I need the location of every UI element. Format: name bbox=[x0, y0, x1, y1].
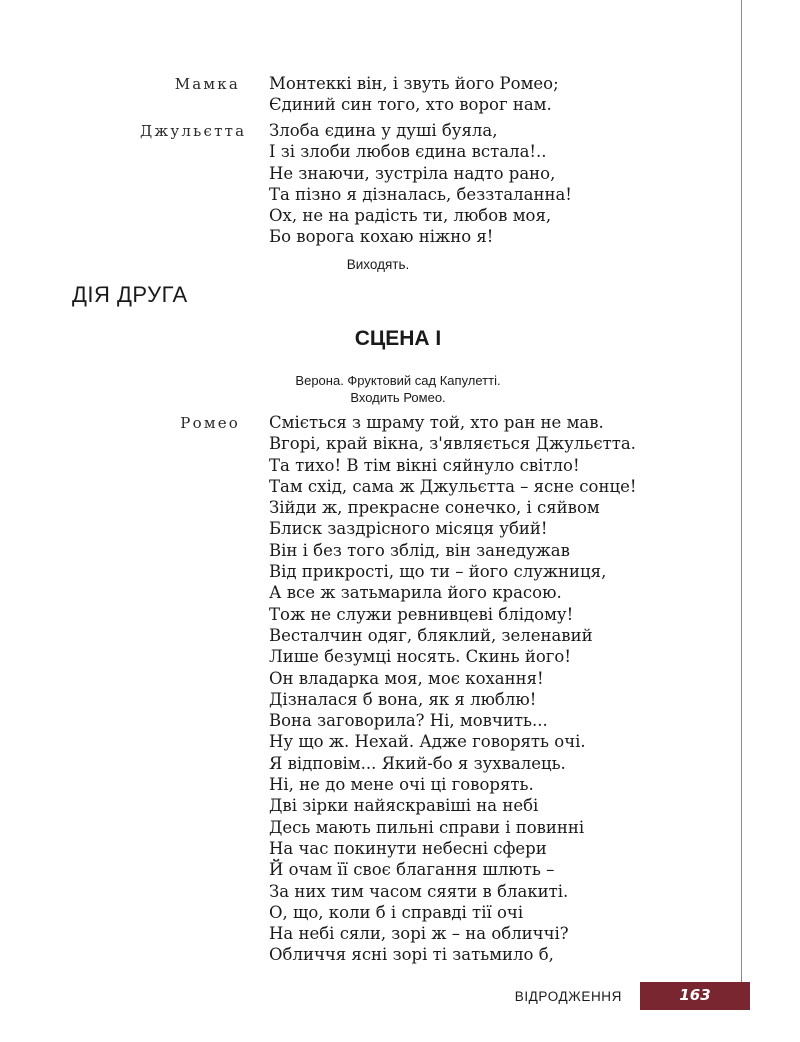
stage-direction-scene bbox=[0, 372, 741, 406]
verse-line: На час покинути небесні сфери bbox=[269, 838, 547, 858]
verse-line: Єдиний син того, хто ворог нам. bbox=[269, 95, 552, 115]
verse-line: Ох, не на радість ти, любов моя, bbox=[269, 206, 552, 226]
verse-line: Та пізно я дізналась, беззталанна! bbox=[269, 184, 572, 204]
verse-line: Он владарка моя, моє кохання! bbox=[269, 668, 544, 688]
verse-line: Від прикрості, що ти – його служниця, bbox=[269, 562, 607, 582]
verse-line: Й очам її своє благання шлють – bbox=[269, 860, 555, 880]
verse-line: Вона заговорила? Ні, мовчить... bbox=[269, 711, 548, 731]
verse-line: Не знаючи, зустріла надто рано, bbox=[269, 163, 556, 183]
page-number-tab bbox=[640, 982, 750, 1010]
verse-line: Зійди ж, прекрасне сонечко, і сяйвом bbox=[269, 498, 600, 518]
book-section-label: ВІДРОДЖЕННЯ bbox=[514, 989, 622, 1004]
verse-line: Сміється з шраму той, хто ран не мав. bbox=[269, 413, 604, 432]
speech-lines bbox=[269, 412, 637, 966]
verse-line: Там схід, сама ж Джульєтта – ясне сонце! bbox=[269, 476, 637, 496]
verse-line: Тож не служи ревнивцеві блідому! bbox=[269, 604, 574, 624]
speech-lines bbox=[269, 73, 559, 116]
verse-line: Дізналася б вона, як я люблю! bbox=[269, 689, 537, 709]
verse-line: І зі злоби любов єдина встала!.. bbox=[269, 142, 547, 162]
speaker-name: Ромео bbox=[180, 414, 240, 432]
page-edge-line bbox=[741, 0, 742, 1010]
stage-direction-line: Входить Ромео. bbox=[350, 390, 446, 405]
page-number: 163 bbox=[679, 986, 711, 1004]
verse-line: Ну що ж. Нехай. Адже говорять очі. bbox=[269, 732, 586, 752]
verse-line: Вгорі, край вікна, з'являється Джульєтта. bbox=[269, 434, 636, 454]
verse-line: А все ж затьмарила його красою. bbox=[269, 583, 562, 603]
verse-line: Монтеккі він, і звуть його Ромео; bbox=[269, 74, 559, 93]
verse-line: Злоба єдина у душі буяла, bbox=[269, 121, 498, 140]
verse-line: Я відповім... Який-бо я зухвалець. bbox=[269, 753, 566, 773]
verse-line: Та тихо! В тім вікні сяйнуло світло! bbox=[269, 455, 580, 475]
stage-direction-exit: Виходять. bbox=[346, 257, 410, 272]
verse-line: На небі сяли, зорі ж – на обличчі? bbox=[269, 924, 569, 944]
verse-line: За них тим часом сяяти в блакиті. bbox=[269, 881, 569, 901]
verse-line: Весталчин одяг, бляклий, зеленавий bbox=[269, 625, 593, 645]
verse-line: Обличчя ясні зорі ті затьмило б, bbox=[269, 945, 554, 965]
speaker-name: Джульєтта bbox=[140, 122, 247, 140]
stage-direction-line: Верона. Фруктовий сад Капулетті. bbox=[295, 373, 501, 388]
verse-line: Бо ворога кохаю ніжно я! bbox=[269, 227, 494, 247]
verse-line: Дві зірки найяскравіші на небі bbox=[269, 796, 539, 816]
verse-line: Блиск заздрісного місяця убий! bbox=[269, 519, 548, 539]
verse-line: Десь мають пильні справи і повинні bbox=[269, 817, 585, 837]
scene-title: СЦЕНА І bbox=[354, 327, 442, 350]
verse-line: Ні, не до мене очі ці говорять. bbox=[269, 775, 534, 795]
act-title: ДІЯ ДРУГА bbox=[72, 282, 188, 307]
verse-line: Він і без того зблід, він занедужав bbox=[269, 540, 570, 560]
verse-line: О, що, коли б і справді тії очі bbox=[269, 902, 524, 922]
speaker-name: Мамка bbox=[174, 75, 240, 93]
verse-line: Лише безумці носять. Скинь його! bbox=[269, 647, 571, 667]
speech-lines bbox=[269, 120, 572, 248]
